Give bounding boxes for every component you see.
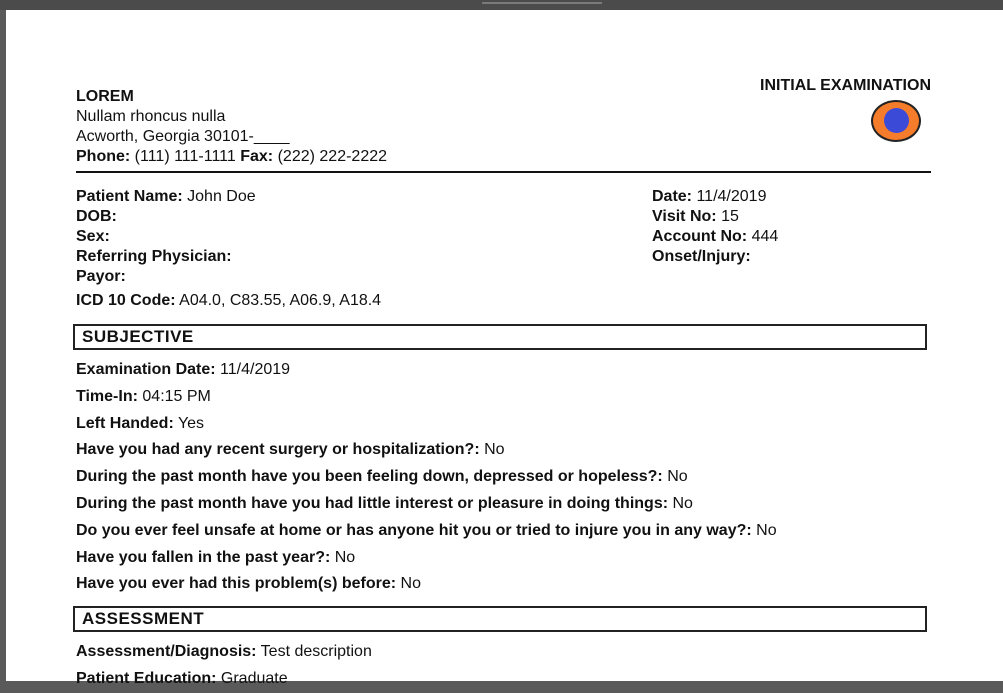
answer-value: No bbox=[672, 494, 693, 512]
field-label: Account No: bbox=[652, 228, 748, 245]
list-item bbox=[76, 571, 777, 598]
fax-label: Fax: bbox=[240, 148, 274, 165]
answer-value: No bbox=[484, 441, 505, 459]
field-value: 15 bbox=[721, 208, 739, 225]
icd-value: A04.0, C83.55, A06.9, A18.4 bbox=[179, 292, 382, 309]
answer-value: 11/4/2019 bbox=[220, 361, 291, 378]
field-label: Patient Name: bbox=[76, 188, 183, 205]
org-name: LOREM bbox=[76, 88, 134, 105]
question-label: During the past month have you had little interest or pleasure in doing things: bbox=[76, 494, 669, 512]
question-label: During the past month have you been feeling down, depressed or hopeless?: bbox=[76, 468, 663, 486]
address-line1: Nullam rhoncus nulla bbox=[76, 108, 226, 125]
patient-info-right bbox=[652, 187, 778, 267]
document-page bbox=[6, 10, 1003, 687]
question-label: Have you fallen in the past year?: bbox=[76, 548, 331, 566]
field-label: Sex: bbox=[76, 228, 110, 245]
viewer-toolbar bbox=[0, 0, 1003, 10]
visit-field bbox=[652, 207, 778, 227]
list-item bbox=[76, 491, 777, 518]
icd-label: ICD 10 Code: bbox=[76, 292, 176, 309]
patient-field bbox=[76, 247, 256, 267]
question-label: Patient Education: bbox=[76, 669, 217, 687]
clinic-logo-icon bbox=[871, 100, 921, 142]
field-label: Date: bbox=[652, 188, 693, 205]
list-item bbox=[76, 437, 777, 464]
answer-value: Test description bbox=[260, 643, 372, 660]
answer-value: No bbox=[400, 575, 421, 593]
toolbar-tab-indicator bbox=[482, 2, 602, 4]
field-value: John Doe bbox=[187, 188, 256, 205]
patient-info-left bbox=[76, 187, 256, 287]
logo-inner-circle bbox=[884, 108, 909, 133]
field-label: Payor: bbox=[76, 268, 126, 285]
contact-line bbox=[76, 147, 387, 167]
field-label: Onset/Injury: bbox=[652, 248, 751, 265]
header-divider bbox=[76, 171, 931, 173]
answer-value: No bbox=[334, 548, 356, 566]
answer-value: Yes bbox=[177, 414, 205, 432]
subjective-list bbox=[76, 357, 777, 598]
list-item bbox=[76, 639, 372, 666]
patient-field bbox=[76, 187, 256, 207]
assessment-list bbox=[76, 639, 372, 693]
question-label: Assessment/Diagnosis: bbox=[76, 643, 257, 660]
field-label: DOB: bbox=[76, 208, 117, 225]
icd-code-line bbox=[76, 292, 381, 310]
clinic-address-block bbox=[76, 87, 387, 167]
section-header-subjective: SUBJECTIVE bbox=[73, 324, 927, 350]
document-title: INITIAL EXAMINATION bbox=[760, 77, 931, 94]
visit-field bbox=[652, 247, 778, 267]
list-item bbox=[76, 464, 777, 491]
address-line2: Acworth, Georgia 30101-____ bbox=[76, 128, 290, 145]
list-item bbox=[76, 666, 372, 693]
question-label: Do you ever feel unsafe at home or has anyone hit you or tried to injure you in any way?: bbox=[76, 521, 752, 539]
answer-value: 04:15 PM bbox=[142, 387, 211, 405]
list-item bbox=[76, 545, 777, 572]
patient-field bbox=[76, 267, 256, 287]
patient-field bbox=[76, 227, 256, 247]
visit-field bbox=[652, 187, 778, 207]
field-label: Referring Physician: bbox=[76, 248, 232, 265]
question-label: Left Handed: bbox=[76, 414, 174, 432]
field-label: Visit No: bbox=[652, 208, 717, 225]
question-label: Examination Date: bbox=[76, 361, 216, 378]
list-item bbox=[76, 384, 777, 411]
section-header-assessment: ASSESSMENT bbox=[73, 606, 927, 632]
question-label: Have you ever had this problem(s) before: bbox=[76, 575, 397, 593]
visit-field bbox=[652, 227, 778, 247]
field-value: 444 bbox=[751, 228, 779, 245]
phone-label: Phone: bbox=[76, 148, 131, 165]
answer-value: No bbox=[667, 468, 688, 486]
phone-value: (111) 111-1111 bbox=[134, 148, 236, 165]
list-item bbox=[76, 518, 777, 545]
list-item bbox=[76, 357, 777, 384]
question-label: Time-In: bbox=[76, 387, 138, 405]
fax-value: (222) 222-2222 bbox=[277, 148, 388, 165]
answer-value: Graduate bbox=[220, 669, 288, 687]
list-item bbox=[76, 411, 777, 438]
patient-field bbox=[76, 207, 256, 227]
field-value: 11/4/2019 bbox=[696, 188, 767, 205]
question-label: Have you had any recent surgery or hospitalization?: bbox=[76, 441, 480, 459]
answer-value: No bbox=[756, 521, 777, 539]
